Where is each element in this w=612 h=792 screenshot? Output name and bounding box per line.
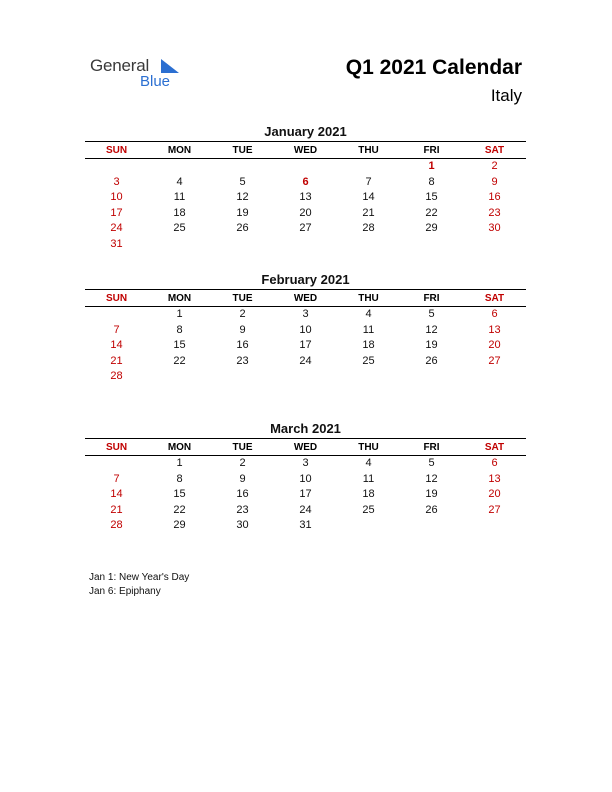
day-cell: 20 — [488, 488, 501, 501]
day-cell: 5 — [239, 175, 246, 188]
empty-day-cell — [463, 237, 526, 253]
day-cell: 16 — [236, 339, 249, 352]
day-cell: 7 — [113, 472, 120, 485]
day-cell: 5 — [428, 308, 435, 320]
weekday-header-row — [85, 142, 526, 159]
day-cell: 3 — [302, 457, 309, 469]
weekday-sat: SAT — [463, 142, 526, 159]
week-row — [85, 487, 526, 503]
day-cell: 18 — [173, 206, 186, 219]
month-march — [85, 420, 526, 534]
month-grid — [85, 289, 526, 385]
holiday-note: Jan 1: New Year's Day — [89, 572, 190, 583]
logo-blue-text: Blue — [140, 73, 171, 90]
weekday-sat: SAT — [463, 290, 526, 307]
empty-day-cell — [211, 237, 274, 253]
empty-day-cell — [85, 307, 148, 323]
empty-day-cell — [337, 237, 400, 253]
week-row — [85, 338, 526, 354]
day-cell: 18 — [362, 339, 375, 352]
empty-day-cell — [274, 369, 337, 385]
day-cell: 13 — [299, 191, 312, 204]
empty-day-cell — [463, 518, 526, 534]
empty-day-cell — [400, 237, 463, 253]
day-cell: 22 — [425, 206, 438, 219]
day-cell: 11 — [362, 472, 375, 485]
day-cell: 26 — [236, 222, 249, 235]
day-cell: 12 — [236, 191, 249, 204]
empty-day-cell — [337, 369, 400, 385]
day-cell: 2 — [239, 457, 246, 469]
empty-day-cell — [211, 369, 274, 385]
day-cell: 27 — [488, 354, 501, 367]
day-cell: 12 — [425, 323, 438, 336]
empty-day-cell — [85, 456, 148, 472]
day-cell: 1 — [176, 457, 183, 469]
day-cell: 4 — [176, 175, 183, 188]
weekday-sun: SUN — [85, 439, 148, 456]
day-cell: 12 — [425, 472, 438, 485]
generalblue-logo — [90, 56, 200, 96]
page-title: Q1 2021 Calendar — [345, 56, 522, 79]
week-row — [85, 307, 526, 323]
empty-day-cell — [85, 159, 148, 175]
day-cell: 25 — [173, 222, 186, 235]
empty-day-cell — [148, 237, 211, 253]
day-cell: 21 — [110, 354, 123, 367]
day-cell: 20 — [299, 206, 312, 219]
week-row — [85, 206, 526, 222]
day-cell: 2 — [491, 160, 498, 172]
day-cell: 29 — [425, 222, 438, 235]
day-cell: 26 — [425, 354, 438, 367]
month-title: February 2021 — [261, 272, 350, 287]
weekday-mon: MON — [148, 439, 211, 456]
day-cell: 18 — [362, 488, 375, 501]
week-row — [85, 369, 526, 385]
day-cell: 11 — [362, 323, 375, 336]
logo-general-text: General — [90, 56, 150, 75]
day-cell: 14 — [110, 488, 123, 501]
day-cell: 23 — [236, 354, 249, 367]
empty-day-cell — [463, 369, 526, 385]
day-cell: 8 — [176, 472, 183, 485]
day-cell: 24 — [299, 503, 312, 516]
weekday-mon: MON — [148, 142, 211, 159]
day-cell: 4 — [365, 457, 372, 469]
empty-day-cell — [211, 159, 274, 175]
day-cell: 16 — [488, 191, 501, 204]
day-cell: 8 — [176, 323, 183, 336]
weekday-wed: WED — [274, 439, 337, 456]
day-cell: 10 — [110, 191, 123, 204]
week-row — [85, 221, 526, 237]
week-row — [85, 456, 526, 472]
day-cell: 14 — [362, 191, 375, 204]
day-cell: 21 — [362, 206, 375, 219]
day-cell: 15 — [173, 339, 186, 352]
day-cell: 8 — [428, 175, 435, 188]
day-cell: 31 — [299, 519, 312, 532]
day-cell: 9 — [239, 472, 246, 485]
week-row — [85, 159, 526, 175]
day-cell: 24 — [110, 222, 123, 235]
empty-day-cell — [337, 518, 400, 534]
day-cell: 20 — [488, 339, 501, 352]
weekday-fri: FRI — [400, 142, 463, 159]
month-february — [85, 271, 526, 385]
day-cell: 26 — [425, 503, 438, 516]
day-cell: 4 — [365, 308, 372, 320]
day-cell: 6 — [491, 457, 498, 469]
week-row — [85, 354, 526, 370]
weekday-thu: THU — [337, 290, 400, 307]
country-label: Italy — [490, 86, 522, 105]
week-row — [85, 237, 526, 253]
day-cell: 27 — [488, 503, 501, 516]
weekday-wed: WED — [274, 142, 337, 159]
day-cell: 5 — [428, 457, 435, 469]
day-cell: 25 — [362, 503, 375, 516]
weekday-thu: THU — [337, 142, 400, 159]
day-cell: 15 — [425, 191, 438, 204]
day-cell: 17 — [299, 339, 312, 352]
weekday-tue: TUE — [211, 439, 274, 456]
empty-day-cell — [148, 369, 211, 385]
day-cell: 11 — [173, 191, 186, 204]
day-cell: 6 — [491, 308, 498, 320]
day-cell: 24 — [299, 354, 312, 367]
weekday-sat: SAT — [463, 439, 526, 456]
holiday-notes — [89, 571, 189, 599]
day-cell: 25 — [362, 354, 375, 367]
weekday-thu: THU — [337, 439, 400, 456]
day-cell: 7 — [365, 175, 372, 188]
weekday-fri: FRI — [400, 290, 463, 307]
day-cell: 9 — [491, 175, 498, 188]
empty-day-cell — [400, 369, 463, 385]
week-row — [85, 518, 526, 534]
day-cell: 23 — [236, 503, 249, 516]
day-cell: 29 — [173, 519, 186, 532]
week-row — [85, 175, 526, 191]
day-cell: 13 — [488, 472, 501, 485]
day-cell: 6 — [302, 175, 309, 188]
day-cell: 1 — [428, 160, 435, 172]
month-grid — [85, 438, 526, 534]
week-row — [85, 323, 526, 339]
weekday-fri: FRI — [400, 439, 463, 456]
day-cell: 3 — [113, 175, 120, 188]
empty-day-cell — [274, 159, 337, 175]
weekday-header-row — [85, 439, 526, 456]
day-cell: 19 — [425, 339, 438, 352]
month-grid — [85, 141, 526, 253]
empty-day-cell — [148, 159, 211, 175]
day-cell: 27 — [299, 222, 312, 235]
weekday-tue: TUE — [211, 142, 274, 159]
day-cell: 21 — [110, 503, 123, 516]
empty-day-cell — [274, 237, 337, 253]
week-row — [85, 190, 526, 206]
day-cell: 28 — [110, 519, 123, 532]
empty-day-cell — [337, 159, 400, 175]
day-cell: 30 — [236, 519, 249, 532]
day-cell: 2 — [239, 308, 246, 320]
day-cell: 14 — [110, 339, 123, 352]
day-cell: 17 — [110, 206, 123, 219]
day-cell: 13 — [488, 323, 501, 336]
day-cell: 28 — [110, 370, 123, 383]
day-cell: 7 — [113, 323, 120, 336]
day-cell: 23 — [488, 206, 501, 219]
empty-day-cell — [400, 518, 463, 534]
weekday-header-row — [85, 290, 526, 307]
day-cell: 1 — [176, 308, 183, 320]
day-cell: 10 — [299, 472, 312, 485]
month-title: January 2021 — [264, 124, 347, 139]
week-row — [85, 472, 526, 488]
day-cell: 16 — [236, 488, 249, 501]
week-row — [85, 503, 526, 519]
day-cell: 30 — [488, 222, 501, 235]
month-january — [85, 123, 526, 253]
day-cell: 22 — [173, 354, 186, 367]
holiday-note: Jan 6: Epiphany — [89, 586, 161, 597]
day-cell: 9 — [239, 323, 246, 336]
weekday-mon: MON — [148, 290, 211, 307]
weekday-wed: WED — [274, 290, 337, 307]
month-title: March 2021 — [270, 421, 341, 436]
weekday-sun: SUN — [85, 142, 148, 159]
day-cell: 10 — [299, 323, 312, 336]
day-cell: 19 — [425, 488, 438, 501]
day-cell: 22 — [173, 503, 186, 516]
day-cell: 15 — [173, 488, 186, 501]
weekday-sun: SUN — [85, 290, 148, 307]
day-cell: 28 — [362, 222, 375, 235]
day-cell: 17 — [299, 488, 312, 501]
weekday-tue: TUE — [211, 290, 274, 307]
day-cell: 31 — [110, 237, 123, 250]
day-cell: 3 — [302, 308, 309, 320]
day-cell: 19 — [236, 206, 249, 219]
